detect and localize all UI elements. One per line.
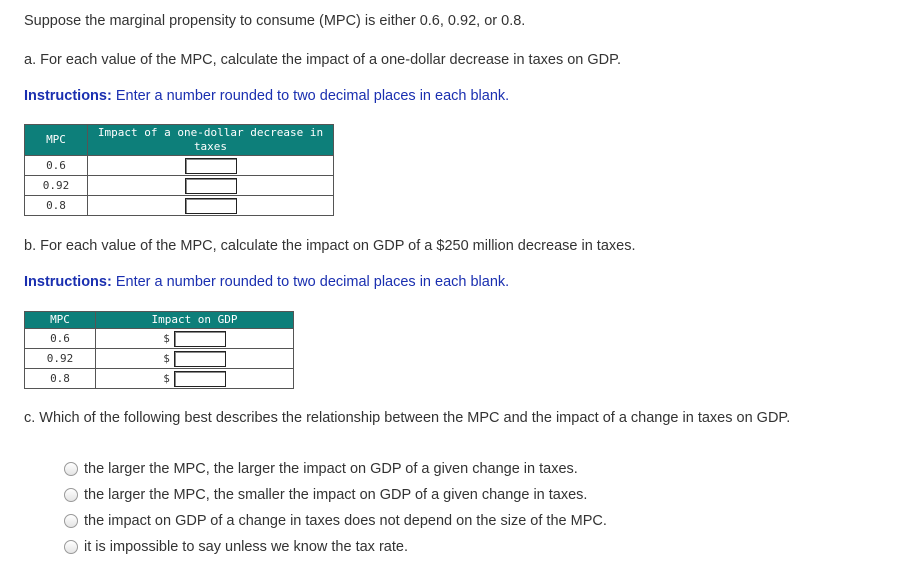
answer-option[interactable] <box>64 512 607 530</box>
answer-input[interactable] <box>185 198 237 214</box>
part-b-header-impact: Impact on GDP <box>96 312 294 329</box>
part-b-mpc-cell: 0.8 <box>25 369 96 389</box>
part-a-mpc-cell: 0.6 <box>25 156 88 176</box>
part-c-question: c. Which of the following best describes the relationship between the MPC and the impact of a change in taxes on GDP. <box>24 410 791 426</box>
part-a-instructions-text: Enter a number rounded to two decimal places in each blank. <box>111 88 510 104</box>
answer-option[interactable] <box>64 538 408 556</box>
part-a-header-impact: Impact of a one-dollar decrease in taxes <box>88 125 334 156</box>
part-b-mpc-cell: 0.92 <box>25 349 96 369</box>
option-label: it is impossible to say unless we know the tax rate. <box>84 539 408 555</box>
part-a-mpc-cell: 0.92 <box>25 176 88 196</box>
part-a-header-row <box>25 125 334 156</box>
part-a-instructions-label: Instructions: <box>24 88 112 104</box>
radio-button[interactable] <box>64 540 78 554</box>
part-b-instructions-label: Instructions: <box>24 274 112 290</box>
part-a-answer-cell <box>88 196 334 216</box>
radio-button[interactable] <box>64 488 78 502</box>
part-a-instructions <box>24 87 509 105</box>
table-row <box>25 369 294 389</box>
table-row <box>25 349 294 369</box>
part-a-question: a. For each value of the MPC, calculate the impact of a one-dollar decrease in taxes on GDP. <box>24 52 621 68</box>
part-a-mpc-cell: 0.8 <box>25 196 88 216</box>
part-a-header-mpc: MPC <box>25 125 88 156</box>
part-b-header-row <box>25 312 294 329</box>
answer-option[interactable] <box>64 460 578 478</box>
option-label: the impact on GDP of a change in taxes does not depend on the size of the MPC. <box>84 513 607 529</box>
answer-input[interactable] <box>174 371 226 387</box>
part-b-answer-cell <box>96 369 294 389</box>
option-label: the larger the MPC, the smaller the impact on GDP of a given change in taxes. <box>84 487 588 503</box>
part-a-answer-cell <box>88 176 334 196</box>
answer-input[interactable] <box>185 178 237 194</box>
part-b-mpc-cell: 0.6 <box>25 329 96 349</box>
part-a-answer-cell <box>88 156 334 176</box>
intro-text: Suppose the marginal propensity to consume (MPC) is either 0.6, 0.92, or 0.8. <box>24 13 526 29</box>
part-a-table <box>24 124 334 216</box>
radio-button[interactable] <box>64 514 78 528</box>
part-b-answer-cell <box>96 329 294 349</box>
part-b-answer-cell <box>96 349 294 369</box>
answer-input[interactable] <box>174 331 226 347</box>
part-b-header-mpc: MPC <box>25 312 96 329</box>
answer-option[interactable] <box>64 486 587 504</box>
part-b-instructions <box>24 273 509 291</box>
dollar-sign: $ <box>163 352 170 365</box>
part-b-question: b. For each value of the MPC, calculate the impact on GDP of a $250 million decrease in taxes. <box>24 238 636 254</box>
dollar-sign: $ <box>163 332 170 345</box>
answer-input[interactable] <box>185 158 237 174</box>
answer-input[interactable] <box>174 351 226 367</box>
part-b-table <box>24 311 294 389</box>
table-row <box>25 156 334 176</box>
table-row <box>25 329 294 349</box>
part-b-instructions-text: Enter a number rounded to two decimal places in each blank. <box>111 274 510 290</box>
dollar-sign: $ <box>163 372 170 385</box>
table-row <box>25 196 334 216</box>
table-row <box>25 176 334 196</box>
radio-button[interactable] <box>64 462 78 476</box>
option-label: the larger the MPC, the larger the impact on GDP of a given change in taxes. <box>84 461 578 477</box>
